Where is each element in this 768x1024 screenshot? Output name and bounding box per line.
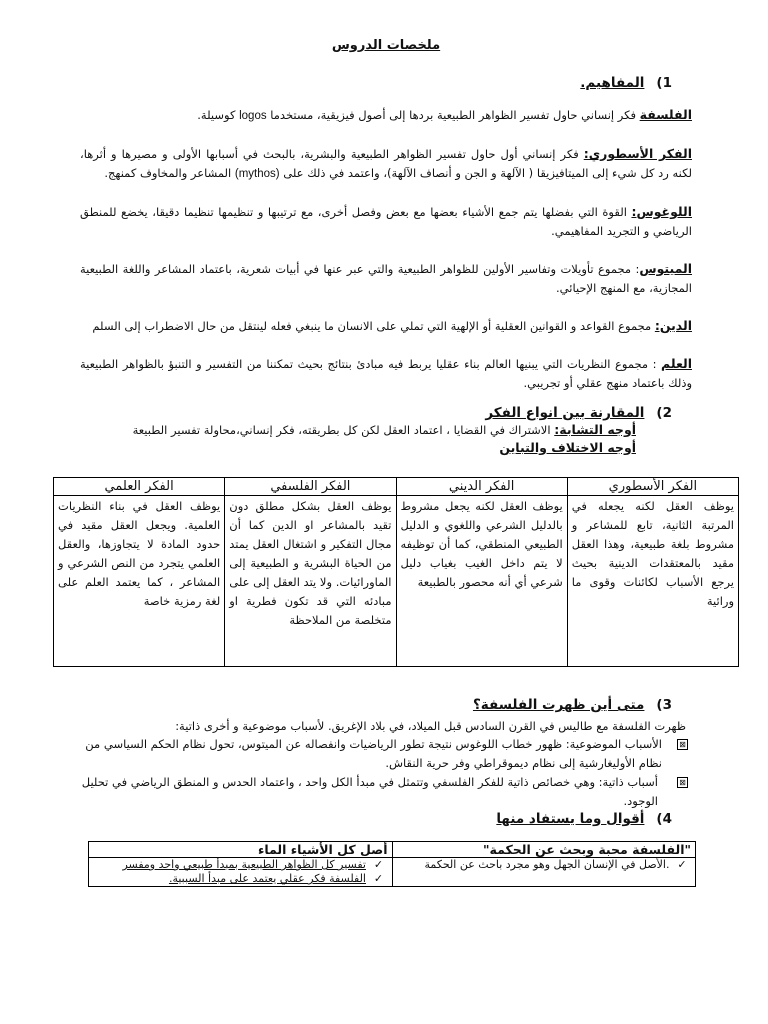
quote-philosophy-love: "الفلسفة محبة وبحث عن الحكمة" (392, 842, 696, 858)
definition-mythos (80, 259, 692, 298)
definition-term: الميتوس (639, 261, 692, 276)
checkmark-icon: ✓ (677, 858, 687, 871)
section-1-number: 1) (656, 75, 672, 91)
comparison-header-row (54, 478, 739, 496)
definition-text: فكر إنساني أول حاول تفسير الظواهر الطبيعية والبشرية، بالبحث في أسبابها الأولى و مصيرها و أثرها، لكنه رد كل شيء إلى الميتافيزيقا ( الآلهة و الجن و أنصاف الآلهة)، واعتمد في ذلك على (80, 147, 692, 180)
section-1-heading (80, 75, 672, 91)
similarity-line (80, 421, 636, 439)
checkmark-icon: ✓ (373, 872, 384, 885)
section-1-title: المفاهيم. (580, 75, 645, 91)
section-3-title: متى أين ظهرت الفلسفة؟ (472, 697, 645, 713)
section-4-heading (80, 811, 672, 827)
section-3-number: 3) (656, 697, 672, 713)
definition-text: فكر إنساني حاول تفسير الظواهر الطبيعية بردها إلى أصول فيزيقية، مستخدما (266, 108, 640, 122)
definition-religion (80, 316, 692, 336)
cell-mythical: يوظف العقل لكنه يجعله في المرتبة الثانية، تابع للمشاعر و مشروط بلغة طبيعية، وهذا العقل مقيد بالمعتقدات الدينية بحيث يرجع الأسباب لكائنات وقوى ما ورائية (567, 496, 738, 667)
definition-term: الفكر الأسطوري: (583, 146, 692, 161)
list-item (93, 872, 388, 886)
definition-tail: المشاعر والمخاوف كمنهج. (104, 166, 235, 180)
quote-left-cell (89, 858, 393, 887)
quotes-header-row (89, 842, 696, 858)
checkbox-icon: ⊠ (677, 739, 688, 750)
definition-text: مجموع القواعد و القوانين العقلية أو الإلهية التي تملي على الانسان ما ينبغي فعله لينتقل من حال الاضطراب إلى السلم (92, 319, 655, 333)
header-mythical: الفكر الأسطوري (567, 478, 738, 496)
quote-water-origin: أصل كل الأشياء الماء (89, 842, 393, 858)
section-4 (80, 811, 692, 887)
quotes-body-row (89, 858, 696, 887)
section-2-heading (80, 405, 672, 421)
definition-philosophy (80, 105, 692, 126)
comparison-body-row (54, 496, 739, 667)
definition-text: القوة التي بفضلها يتم جمع الأشياء بعضها مع بعض وفصل أخرى، مع ترتيبها و تنظيمها تنظيما دقيقا، يخضع للمنطق الرياضي و التجريد المفاهيمي. (80, 205, 692, 238)
definition-mythical-thought (80, 144, 692, 184)
document-page (58, 38, 734, 887)
definition-text: : مجموع تأويلات وتفاسير الأولين للظواهر الطبيعية والتي عبر عنها في أبيات شعرية، باعتماد المشاعر واللغة الطبيعية المجازية، مع المنهج الإحيائي. (80, 262, 692, 295)
similarity-label: أوجه التشابة: (554, 422, 636, 437)
checkbox-icon: ⊠ (677, 777, 688, 788)
definition-term: الفلسفة (639, 107, 692, 122)
quote-left-text: تفسير كل الظواهر الطبيعية بمبدأ طبيعي واحد ومفسر (122, 858, 366, 871)
quotes-table (88, 841, 696, 887)
definitions-list (80, 105, 692, 393)
document-title: ملخصات الدروس (331, 38, 441, 53)
definition-term: اللوغوس: (631, 204, 692, 219)
definition-logos (80, 202, 692, 241)
definition-science (80, 354, 692, 393)
section-4-number: 4) (656, 811, 672, 827)
definition-term: العلم (661, 356, 692, 371)
section-2 (58, 405, 734, 667)
section-3 (80, 697, 692, 811)
cell-scientific: يوظف العقل في بناء النظريات العلمية. ويجعل العقل مقيد في حدود المادة لا يتجاوزها، والعقل العلمي يتجرد من النص الشرعي و المشاعر ، كما يعتمد العلم على لغة رمزية خاصة (54, 496, 225, 667)
section-3-heading (80, 697, 672, 713)
comparison-table (53, 477, 739, 667)
list-item (80, 735, 692, 773)
checkmark-icon: ✓ (373, 858, 384, 871)
definition-latin: (mythos) (234, 168, 280, 180)
definition-term: الدين: (654, 318, 692, 333)
definition-latin: logos (239, 110, 267, 122)
quote-left-text: الفلسفة فكر عقلي يعتمد على مبدأ السببية. (168, 872, 366, 885)
quote-right-text: .الأصل في الإنسان الجهل وهو مجرد باحث عن الحكمة (424, 858, 670, 871)
section-3-intro: ظهرت الفلسفة مع طاليس في القرن السادس قبل الميلاد، في بلاد الإغريق. لأسباب موضوعية و أخرى ذاتية: (175, 719, 686, 733)
similarity-text: الاشتراك في القضايا ، اعتماد العقل لكن كل بطريقته، فكر إنساني،محاولة تفسير الطبيعة (132, 423, 555, 437)
difference-label: أوجه الاختلاف والتباين (499, 440, 636, 455)
definition-text: : مجموع النظريات التي يبنيها العالم بناء عقليا يربط فيه مبادئ بنتائج بحيث تمكننا من التفسير و التنبؤ بالظواهر الطبيعية وذلك باعتماد منهج عقلي أو تجريبي. (80, 357, 692, 390)
difference-line (80, 439, 636, 457)
cell-religious: يوظف العقل لكنه يجعل مشروط بالدليل الشرعي واللغوي و الدليل الطبيعي المنطقي، كما أن توظيفه لا يتم داخل الغيب بغياب دليل شرعي أي أنه محصور بالطبيعة (396, 496, 567, 667)
causes-list (80, 735, 692, 811)
definition-tail: كوسيلة. (197, 108, 240, 122)
section-4-title: أقوال وما يستفاد منها (496, 811, 645, 827)
list-item (93, 858, 388, 872)
header-philosophical: الفكر الفلسفي (225, 478, 396, 496)
header-religious: الفكر الديني (396, 478, 567, 496)
header-scientific: الفكر العلمي (54, 478, 225, 496)
section-2-number: 2) (656, 405, 672, 421)
list-item (80, 773, 692, 811)
quote-right-cell (392, 858, 696, 887)
section-2-title: المقارنة بين انواع الفكر (485, 405, 645, 421)
cell-philosophical: يوظف العقل بشكل مطلق دون تقيد بالمشاعر او الدين كما أن مجال التفكير و اشتغال العقل يمتد من الحياة البشرية و الطبيعية إلى الماورائيات. ولا يتد العقل إلى على مبادئه التي قد تكون فطرية او متخلصة من الملاحظة (225, 496, 396, 667)
cause-objective: الأسباب الموضوعية: ظهور خطاب اللوغوس نتيجة تطور الرياضيات وانفصاله عن الميتوس، تحول نظام الحكم السياسي من نظام الأوليغارشية إلى نظام ديموقراطي وفر حرية النقاش. (85, 737, 662, 770)
cause-subjective: أسباب ذاتية: وهي خصائص ذاتية للفكر الفلسفي وتتمثل في مبدأ الكل واحد ، واعتماد الحدس و المنطق الرياضي في تحليل الوجود. (81, 775, 658, 808)
